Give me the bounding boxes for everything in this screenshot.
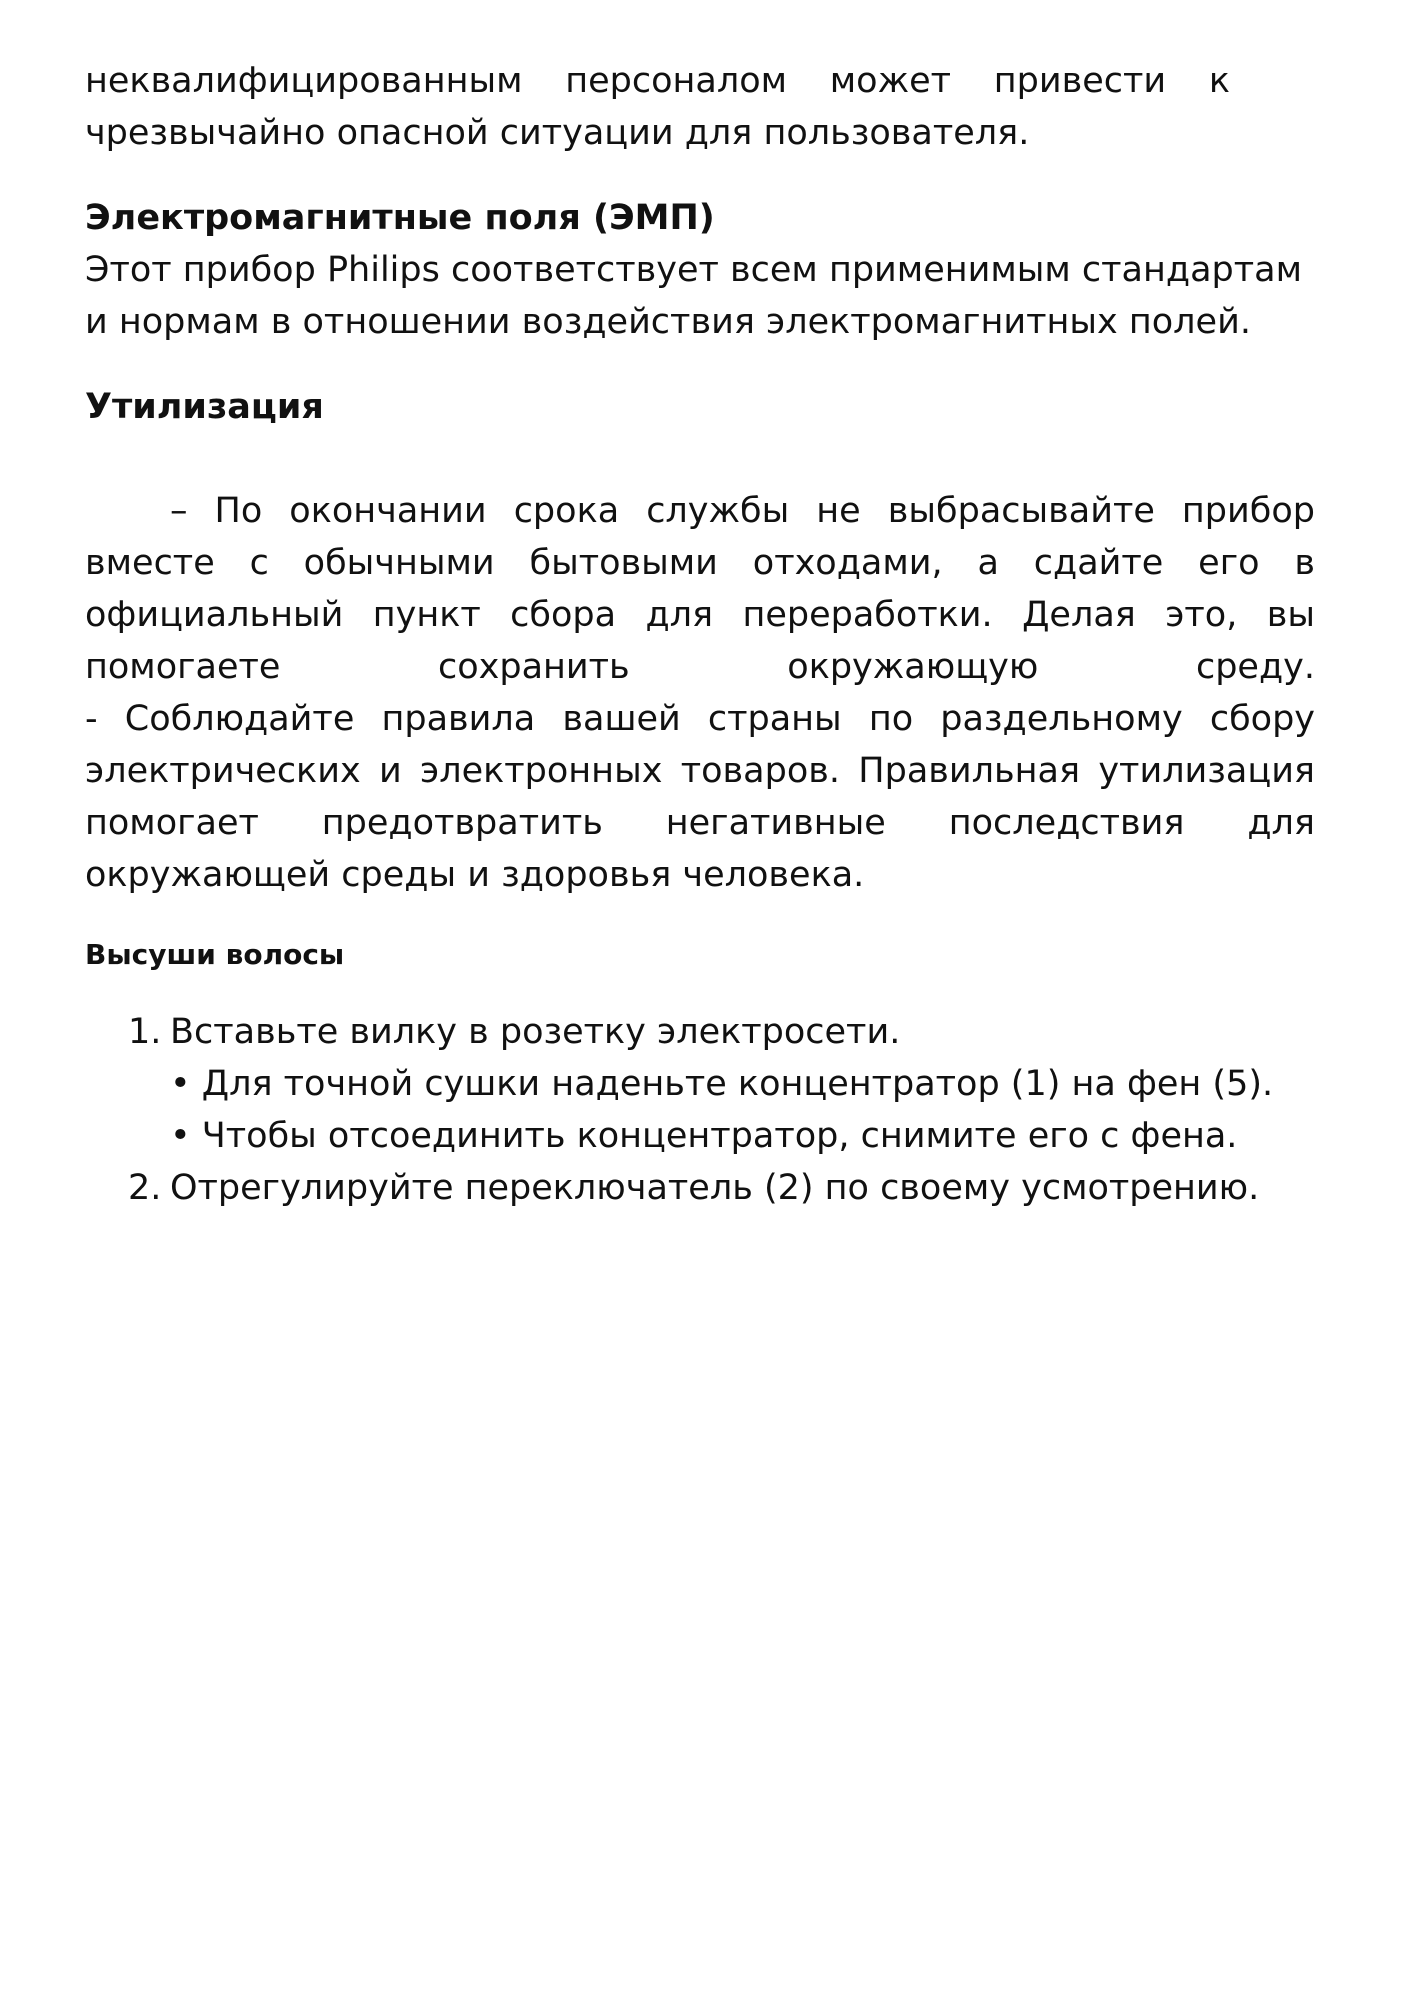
step-text: Отрегулируйте переключатель (2) по своему усмотрению. bbox=[170, 1168, 1260, 1208]
disposal-heading: Утилизация bbox=[85, 387, 324, 427]
bullet-item: • Чтобы отсоединить концентратор, снимите его с фена. bbox=[170, 1116, 1238, 1156]
step-2 bbox=[85, 1162, 1315, 1214]
disposal-item-1 bbox=[85, 485, 1315, 693]
disposal-section bbox=[85, 485, 1315, 901]
step-number: 1. bbox=[128, 1012, 162, 1052]
step-text: Вставьте вилку в розетку электросети. bbox=[170, 1012, 901, 1052]
dry-hair-heading: Высуши волосы bbox=[85, 938, 345, 971]
disposal-item-1-text: – По окончании срока службы не выбрасывайте прибор вместе с обычными бытовыми отходами, а сдайте его в официальный пункт сбора для переработки. Делая это, вы помогаете сохранить окружающую bbox=[85, 491, 1315, 687]
step-1 bbox=[85, 1006, 1315, 1058]
continuation-line-2: чрезвычайно опасной ситуации для пользователя. bbox=[85, 113, 1030, 153]
instruction-list bbox=[85, 1006, 1315, 1214]
disposal-item-1-end: среду. bbox=[1195, 647, 1315, 687]
continuation-line-1: неквалифицированным персоналом может привести к bbox=[85, 61, 1230, 101]
continuation-text bbox=[85, 55, 1230, 159]
disposal-item-2: - Соблюдайте правила вашей страны по раздельному сбору электрических и электронных товаров. Правильная утилизация помогает предотвратить негативные последствия для окружающей среды и здоровья человека. bbox=[85, 699, 1315, 895]
bullet-item: • Для точной сушки наденьте концентратор (1) на фен (5). bbox=[170, 1064, 1274, 1104]
step-number: 2. bbox=[128, 1168, 162, 1208]
emf-heading: Электромагнитные поля (ЭМП) bbox=[85, 198, 715, 238]
emf-paragraph: Этот прибор Philips соответствует всем применимым стандартам и нормам в отношении воздействия электромагнитных полей. bbox=[85, 250, 1302, 342]
